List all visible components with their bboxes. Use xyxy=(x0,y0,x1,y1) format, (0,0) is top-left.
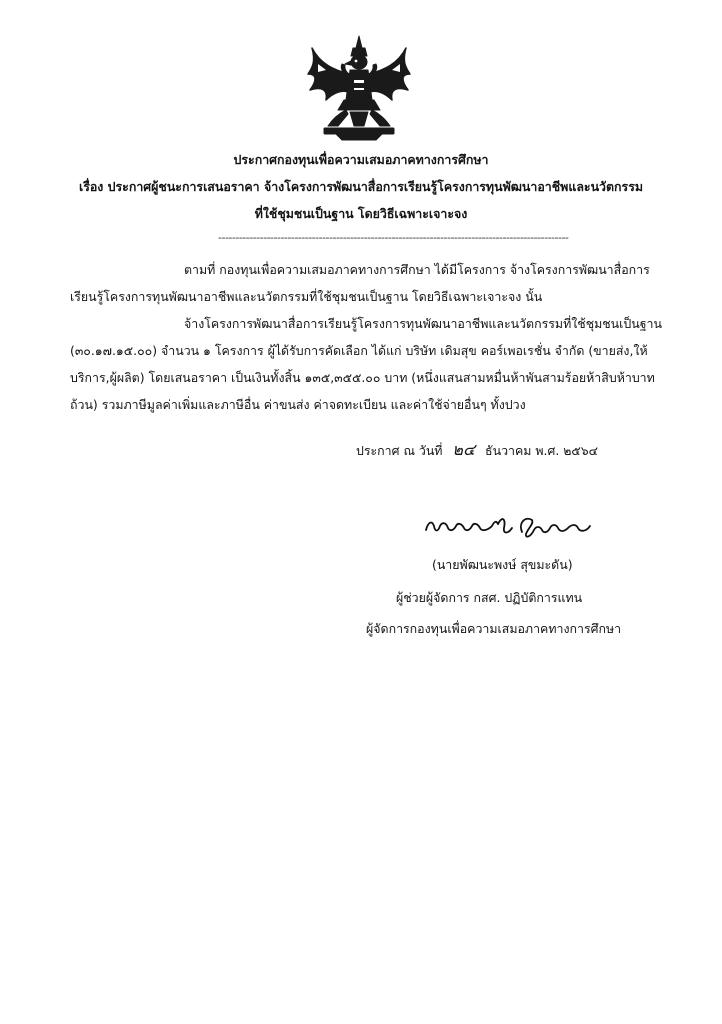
divider-line: ----------------------------------------------------------------------------------------------------- xyxy=(218,231,569,244)
signatory-position-1: ผู้ช่วยผู้จัดการ กสศ. ปฏิบัติการแทน xyxy=(396,590,583,605)
signature-image xyxy=(422,510,594,542)
paragraph-2-line-3: บริการ,ผู้ผลิต) โดยเสนอราคา เป็นเงินทั้งสิ้น ๑๓๕,๓๕๕.๐๐ บาท (หนึ่งแสนสามหมื่นห้าพันสามร้อยห้าสิบห้าบาท xyxy=(70,370,655,385)
signatory-position-2: ผู้จัดการกองทุนเพื่อความเสมอภาคทางการศึกษา xyxy=(366,621,622,636)
paragraph-1-line-2: เรียนรู้โครงการทุนพัฒนาอาชีพและนวัตกรรมที่ใช้ชุมชนเป็นฐาน โดยวิธีเฉพาะเจาะจง นั้น xyxy=(70,289,543,304)
handwritten-day: ๒๔ xyxy=(452,440,476,459)
paragraph-2-line-1: จ้างโครงการพัฒนาสื่อการเรียนรู้โครงการทุนพัฒนาอาชีพและนวัตกรรมที่ใช้ชุมชนเป็นฐาน xyxy=(184,316,662,331)
paragraph-2-line-2: (๓๐.๑๗.๑๕.๐๐) จำนวน ๑ โครงการ ผู้ได้รับการคัดเลือก ได้แก่ บริษัท เดิมสุข คอร์เพอเรชั่น จำกัด (ขายส่ง,ให้ xyxy=(70,343,648,358)
announcement-title: ประกาศกองทุนเพื่อความเสมอภาคทางการศึกษา xyxy=(233,152,489,167)
signatory-name: (นายพัฒนะพงษ์ สุขมะดัน) xyxy=(432,557,573,572)
date-prefix: ประกาศ ณ วันที่ xyxy=(356,443,443,458)
subject-line-1: เรื่อง ประกาศผู้ชนะการเสนอราคา จ้างโครงการพัฒนาสื่อการเรียนรู้โครงการทุนพัฒนาอาชีพและนวัตกรรม xyxy=(78,179,644,194)
subject-line-2: ที่ใช้ชุมชนเป็นฐาน โดยวิธีเฉพาะเจาะจง xyxy=(254,206,468,221)
paragraph-1-line-1: ตามที่ กองทุนเพื่อความเสมอภาคทางการศึกษา ได้มีโครงการ จ้างโครงการพัฒนาสื่อการ xyxy=(184,262,650,277)
date-month-year: ธันวาคม พ.ศ. ๒๕๖๔ xyxy=(485,443,599,458)
garuda-emblem-icon xyxy=(306,34,412,142)
announcement-date xyxy=(356,441,598,459)
paragraph-2-line-4: ถ้วน) รวมภาษีมูลค่าเพิ่มและภาษีอื่น ค่าขนส่ง ค่าจดทะเบียน และค่าใช้จ่ายอื่นๆ ทั้งปวง xyxy=(70,397,526,412)
